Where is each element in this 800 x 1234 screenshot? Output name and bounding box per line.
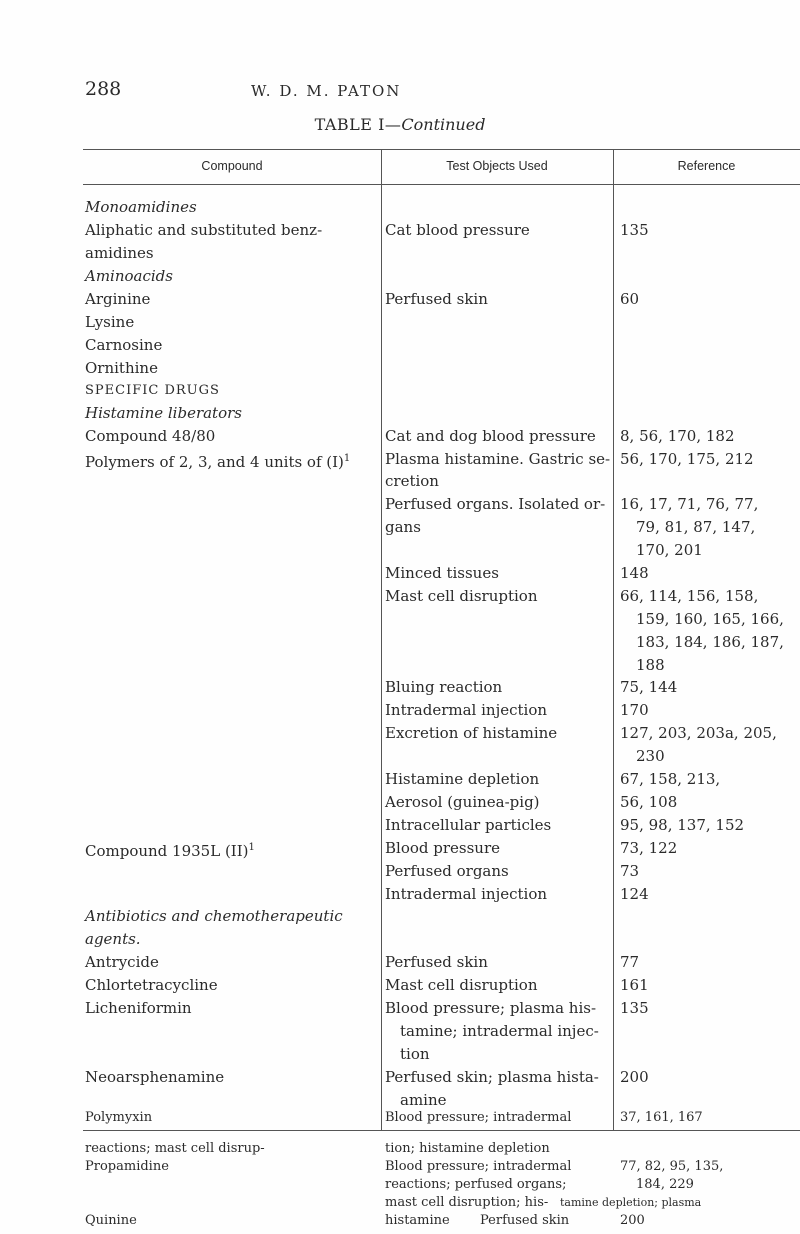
test-object-cell: Intracellular particles <box>385 816 552 834</box>
test-object-cell: Mast cell disruption <box>385 587 538 605</box>
compound-cell <box>85 448 350 473</box>
compound-text: Aliphatic and substituted benz- <box>85 221 323 239</box>
reference-cell: 200 <box>620 1213 645 1228</box>
test-object-cell: Blood pressure; plasma his- <box>385 999 597 1017</box>
reference-cell: 8, 56, 170, 182 <box>620 427 735 445</box>
test-object-cell: Mast cell disruption <box>385 976 538 994</box>
test-object-cell: Perfused organs <box>385 862 509 880</box>
compound-cell <box>85 837 255 862</box>
test-object-cell: Bluing reaction <box>385 678 503 696</box>
reference-cell: 73 <box>620 862 640 880</box>
compound-cell: Licheniformin <box>85 999 192 1017</box>
reference-cell: 135 <box>620 221 649 239</box>
test-object-cell: Aerosol (guinea-pig) <box>385 793 540 811</box>
test-object-cell: amine <box>400 1091 447 1109</box>
reference-cell: 188 <box>636 656 665 674</box>
test-object-cell: Histamine depletion <box>385 770 540 788</box>
section-heading: Histamine liberators <box>85 404 242 422</box>
table-title-continued: Continued <box>401 115 486 134</box>
reference-cell: 66, 114, 156, 158, <box>620 587 759 605</box>
section-heading: Monoamidines <box>85 198 197 216</box>
reference-cell: 75, 144 <box>620 678 678 696</box>
column-header-reference: Reference <box>677 159 736 173</box>
test-object-cell: cretion <box>385 472 439 490</box>
test-object-cell: Intradermal injection <box>385 885 548 903</box>
section-heading: Antibiotics and chemotherapeutic <box>85 907 343 925</box>
compound-cell: Chlortetracycline <box>85 976 218 994</box>
reference-cell: 124 <box>620 885 649 903</box>
compound-cell: Lysine <box>85 313 135 331</box>
header-bottom-rule <box>83 184 800 185</box>
test-object-cell: Excretion of histamine <box>385 724 558 742</box>
reference-cell: 170, 201 <box>636 541 703 559</box>
compound-cell: Compound 48/80 <box>85 427 216 445</box>
table-top-rule <box>83 149 800 150</box>
column-header-compound: Compound <box>201 159 263 173</box>
compound-cell: reactions; mast cell disrup- <box>85 1141 265 1156</box>
test-object-cell: Perfused skin <box>385 953 488 971</box>
column-header-test-objects: Test Objects Used <box>446 159 548 173</box>
footnote-mark: 1 <box>248 842 255 853</box>
test-object-cell: histamine <box>385 1213 450 1228</box>
compound-text: Compound 1935L (II) <box>85 842 249 860</box>
section-heading: Aminoacids <box>85 267 173 285</box>
test-object-cell: Perfused organs. Isolated or- <box>385 495 606 513</box>
compound-cell: amidines <box>85 244 154 262</box>
reference-cell: 77 <box>620 953 640 971</box>
reference-cell: 56, 108 <box>620 793 678 811</box>
running-head: W. D. M. PATON <box>251 82 402 100</box>
reference-cell: 95, 98, 137, 152 <box>620 816 745 834</box>
test-object-cell: tamine; intradermal injec- <box>400 1022 599 1040</box>
reference-cell: 135 <box>620 999 649 1017</box>
reference-cell: 183, 184, 186, 187, <box>636 633 784 651</box>
table-bottom-rule <box>83 1130 800 1131</box>
reference-cell: 37, 161, 167 <box>620 1110 703 1125</box>
reference-cell: 67, 158, 213, <box>620 770 721 788</box>
section-heading: agents. <box>85 930 141 948</box>
test-object-cell: Intradermal injection <box>385 701 548 719</box>
test-object-cell: Blood pressure; intradermal <box>385 1159 572 1174</box>
reference-cell: 77, 82, 95, 135, <box>620 1159 724 1174</box>
compound-cell: Antrycide <box>85 953 159 971</box>
table-title <box>0 115 800 134</box>
page-number: 288 <box>85 78 122 100</box>
reference-cell: 79, 81, 87, 147, <box>636 518 756 536</box>
compound-cell: Carnosine <box>85 336 163 354</box>
column-divider-2 <box>613 150 614 1130</box>
compound-cell: Neoarsphenamine <box>85 1068 225 1086</box>
test-object-cell: reactions; perfused organs; <box>385 1177 567 1192</box>
column-divider-1 <box>381 150 382 1130</box>
reference-cell: 159, 160, 165, 166, <box>636 610 784 628</box>
reference-cell: 127, 203, 203a, 205, <box>620 724 777 742</box>
test-object-cell: mast cell disruption; his- <box>385 1195 549 1210</box>
reference-cell: 184, 229 <box>636 1177 694 1192</box>
compound-cell: Ornithine <box>85 359 158 377</box>
compound-text: Polymers of 2, 3, and 4 units of (I) <box>85 453 344 471</box>
compound-cell <box>85 219 375 241</box>
test-object-cell: tion <box>400 1045 430 1063</box>
test-object-cell: Perfused skin <box>480 1213 570 1228</box>
test-object-cell: Blood pressure <box>385 839 501 857</box>
test-object-cell: Perfused skin <box>385 290 488 308</box>
reference-cell: 200 <box>620 1068 649 1086</box>
test-object-cell: Blood pressure; intradermal <box>385 1110 572 1125</box>
compound-cell: Propamidine <box>85 1159 169 1174</box>
section-heading: SPECIFIC DRUGS <box>85 383 220 398</box>
test-object-cell: tion; histamine depletion <box>385 1141 550 1156</box>
reference-cell: 148 <box>620 564 649 582</box>
test-object-cell: Perfused skin; plasma hista- <box>385 1068 599 1086</box>
reference-cell: 60 <box>620 290 640 308</box>
reference-cell: 170 <box>620 701 649 719</box>
reference-cell: 16, 17, 71, 76, 77, <box>620 495 759 513</box>
compound-cell: Polymyxin <box>85 1110 153 1125</box>
reference-cell: 161 <box>620 976 649 994</box>
reference-cell: 230 <box>636 747 665 765</box>
test-object-cell: Cat and dog blood pressure <box>385 427 596 445</box>
test-object-cell: Minced tissues <box>385 564 499 582</box>
reference-cell: 56, 170, 175, 212 <box>620 450 754 468</box>
test-object-cell: tamine depletion; plasma <box>560 1196 702 1209</box>
test-object-cell: Plasma histamine. Gastric se- <box>385 450 611 468</box>
compound-cell: Quinine <box>85 1213 137 1228</box>
test-object-cell: gans <box>385 518 421 536</box>
test-object-cell: Cat blood pressure <box>385 221 530 239</box>
reference-cell: 73, 122 <box>620 839 678 857</box>
footnote-mark: 1 <box>343 453 351 464</box>
table-title-main: TABLE I— <box>314 115 402 134</box>
compound-cell: Arginine <box>85 290 151 308</box>
